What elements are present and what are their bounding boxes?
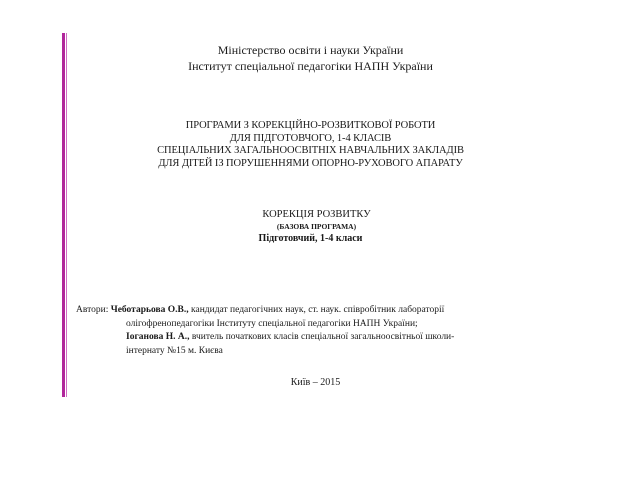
city-year: Київ – 2015 [290, 377, 341, 388]
program-title-line-2: ДЛЯ ПІДГОТОВЧОГО, 1-4 КЛАСІВ [229, 132, 392, 144]
author-2-title-line-1: вчитель початкових класів спеціальної загальноосвітньої школи- [191, 332, 455, 342]
correction-title: КОРЕКЦІЯ РОЗВИТКУ [262, 209, 371, 220]
program-title-line-4: ДЛЯ ДІТЕЙ ІЗ ПОРУШЕННЯМИ ОПОРНО-РУХОВОГО АПАРАТУ [158, 157, 463, 169]
correction-subtitle: (БАЗОВА ПРОГРАМА) [276, 222, 357, 231]
program-title-line-3: СПЕЦІАЛЬНИХ ЗАГАЛЬНООСВІТНІХ НАВЧАЛЬНИХ ЗАКЛАДІВ [157, 145, 464, 156]
authors-label: Автори: [76, 305, 109, 315]
author-1-name: Чеботарьова О.В., [110, 305, 189, 315]
author-2-row [76, 331, 546, 345]
correction-grades: Підготовчий, 1-4 класи [258, 233, 363, 244]
program-title [0, 120, 621, 170]
author-1-title-line-1: кандидат педагогічних наук, ст. наук. співробітник лабораторії [191, 305, 445, 315]
author-2-name: Іоганова Н. А., [126, 332, 190, 342]
author-1-title-line-2: олігофренопедагогіки Інституту спеціальної педагогіки НАПН України; [126, 318, 418, 329]
program-title-line-1: ПРОГРАМИ З КОРЕКЦІЙНО-РОЗВИТКОВОЇ РОБОТИ [185, 120, 436, 131]
ministry-header [0, 42, 621, 74]
institute-line: Інститут спеціальної педагогіки НАПН України [188, 59, 433, 73]
correction-section [0, 209, 621, 245]
author-2-title-line-2: інтернату №15 м. Києва [126, 345, 223, 356]
ministry-line: Міністерство освіти і науки України [217, 43, 404, 57]
authors-block [76, 304, 546, 358]
author-1-row [76, 304, 546, 318]
